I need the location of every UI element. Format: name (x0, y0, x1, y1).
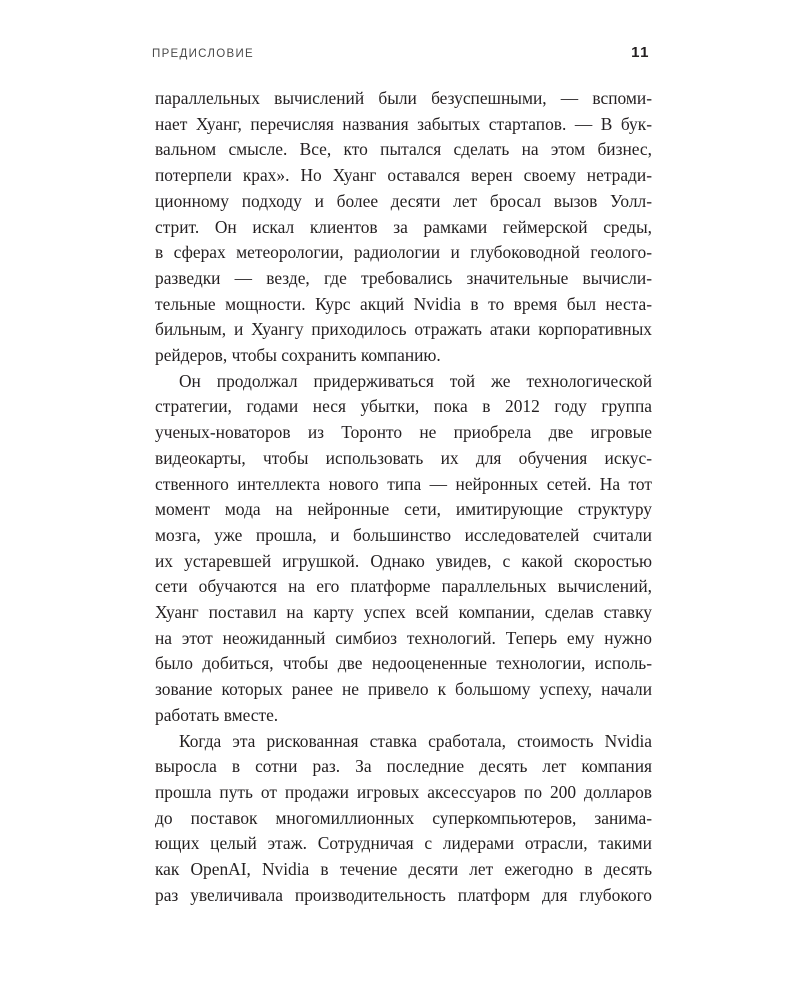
text-line: параллельных вычислений были безуспешными, — вспоми- (155, 88, 652, 108)
text-line: разведки — везде, где требовались значительные вычисли- (155, 267, 652, 288)
text-line: сети обучаются на его платформе параллельных вычислений, (155, 576, 652, 597)
text-line: раз увеличивала производительность платформ для глубокого (155, 884, 652, 905)
text-line: момент мода на нейронные сети, имитирующие структуру (155, 499, 652, 520)
text-line: стрит. Он искал клиентов за рамками геймерской среды, (155, 216, 652, 237)
text-line: тельные мощности. Курс акций Nvidia в то время был неста- (155, 293, 652, 314)
text-line: потерпели крах». Но Хуанг оставался верен своему нетради- (155, 165, 652, 186)
text-line: на этот неожиданный симбиоз технологий. Теперь ему нужно (155, 627, 652, 648)
text-line: Хуанг поставил на карту успех всей компании, сделав ставку (155, 602, 652, 623)
body-text (155, 86, 652, 909)
text-line: Когда эта рискованная ставка сработала, стоимость Nvidia (179, 730, 652, 751)
paragraph-3 (155, 729, 652, 909)
text-line: мозга, уже прошла, и большинство исследователей считали (155, 524, 652, 545)
text-line: вальном смысле. Все, кто пытался сделать на этом бизнес, (155, 139, 652, 160)
text-line: нает Хуанг, перечисляя названия забытых стартапов. — В бук- (155, 113, 652, 134)
paragraph-1 (155, 86, 652, 369)
paragraph-2 (155, 369, 652, 729)
text-line: ученых-новаторов из Торонто не приобрела две игровые (155, 422, 652, 443)
page-header (152, 44, 650, 68)
text-line: было добиться, чтобы две недооцененные технологии, исполь- (155, 653, 652, 674)
text-line: прошла путь от продажи игровых аксессуаров по 200 долларов (155, 781, 652, 802)
text-line: зование которых ранее не привело к большому успеху, начали (155, 679, 652, 700)
text-line: ционному подходу и более десяти лет бросал вызов Уолл- (155, 190, 652, 211)
text-line: в сферах метеорологии, радиологии и глубоководной геолого- (155, 242, 652, 263)
page-number: 11 (631, 44, 650, 61)
text-line: ственного интеллекта нового типа — нейронных сетей. На тот (155, 473, 652, 494)
text-line: стратегии, годами неся убытки, пока в 2012 году группа (155, 396, 652, 417)
text-line: выросла в сотни раз. За последние десять лет компания (155, 756, 652, 777)
text-line: Он продолжал придерживаться той же технологической (179, 370, 652, 391)
text-line: бильным, и Хуангу приходилось отражать атаки корпоративных (155, 319, 652, 340)
text-line: до поставок многомиллионных суперкомпьютеров, занима- (155, 807, 652, 828)
text-line: рейдеров, чтобы сохранить компанию. (155, 345, 441, 366)
running-head: ПРЕДИСЛОВИЕ (152, 48, 254, 60)
text-line: их устаревшей игрушкой. Однако увидев, с какой скоростью (155, 550, 652, 571)
text-line: как OpenAI, Nvidia в течение десяти лет ежегодно в десять (155, 859, 652, 880)
text-line: ющих целый этаж. Сотрудничая с лидерами отрасли, такими (155, 833, 652, 854)
text-line: видеокарты, чтобы использовать их для обучения искус- (155, 447, 652, 468)
text-line: работать вместе. (155, 704, 279, 725)
